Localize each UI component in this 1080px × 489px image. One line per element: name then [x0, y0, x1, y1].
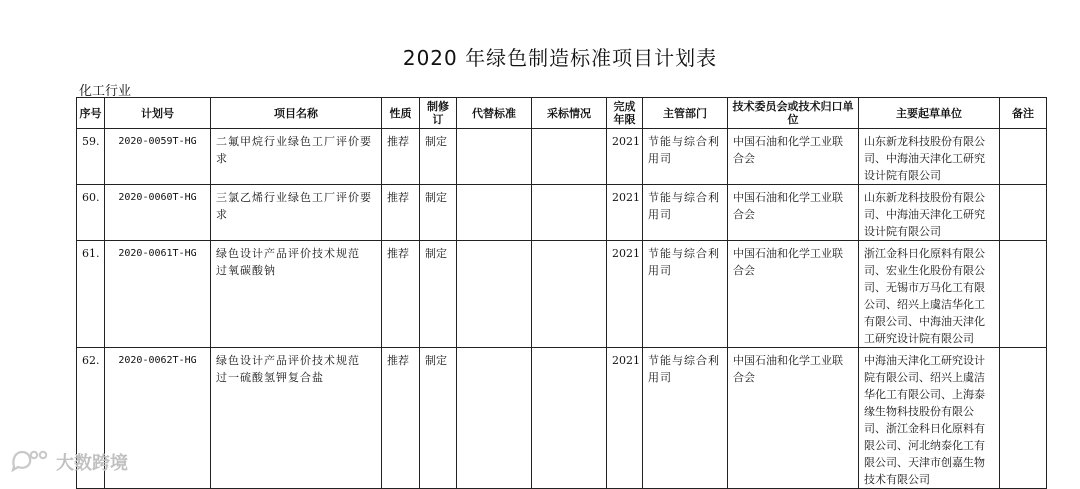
- table-row: [77, 241, 1047, 348]
- cell-remarks: [1000, 241, 1047, 348]
- document-title: 2020 年绿色制造标准项目计划表: [402, 46, 718, 70]
- cell-department: 节能与综合利用司: [643, 129, 728, 185]
- cell-adoption: [532, 129, 607, 185]
- cell-deadline: 2021: [607, 129, 643, 185]
- cell-plan-no: 2020-0061T-HG: [105, 241, 211, 348]
- table-row: [77, 348, 1047, 489]
- cell-department: 节能与综合利用司: [643, 185, 728, 241]
- chat-bubble-icon: [10, 446, 50, 477]
- header-committee: 技术委员会或技术归口单位: [728, 98, 859, 129]
- cell-committee: 中国石油和化学工业联合会: [728, 241, 859, 348]
- header-plan-no: 计划号: [105, 98, 211, 129]
- watermark: [10, 446, 128, 477]
- cell-project-name: 三氯乙烯行业绿色工厂评价要求: [211, 185, 382, 241]
- cell-project-name: 绿色设计产品评价技术规范 过一硫酸氢钾复合盐: [211, 348, 382, 489]
- header-department: 主管部门: [643, 98, 728, 129]
- cell-plan-no: 2020-0062T-HG: [105, 348, 211, 489]
- cell-drafters: 浙江金科日化原料有限公司、宏业生化股份有限公司、无锡市万马化工有限公司、绍兴上虞洁华化工有限公司、中海油天津化工研究设计院有限公司: [859, 241, 1000, 348]
- cell-department: 节能与综合利用司: [643, 348, 728, 489]
- header-replace-standard: 代替标准: [457, 98, 532, 129]
- watermark-text: 大数跨境: [56, 452, 128, 474]
- cell-drafters: 中海油天津化工研究设计院有限公司、绍兴上虞洁华化工有限公司、上海泰缘生物科技股份有限公司、浙江金科日化原料有限公司、河北纳泰化工有限公司、天津市创嘉生物技术有限公司: [859, 348, 1000, 489]
- cell-adoption: [532, 185, 607, 241]
- header-drafters: 主要起草单位: [859, 98, 1000, 129]
- cell-revision: 制定: [420, 129, 457, 185]
- header-no: 序号: [77, 98, 105, 129]
- cell-deadline: 2021: [607, 348, 643, 489]
- cell-no: 59.: [77, 129, 105, 185]
- cell-committee: 中国石油和化学工业联合会: [728, 185, 859, 241]
- cell-replace-standard: [457, 348, 532, 489]
- cell-department: 节能与综合利用司: [643, 241, 728, 348]
- cell-project-name: 绿色设计产品评价技术规范 过氧碳酸钠: [211, 241, 382, 348]
- industry-label: 化工行业: [79, 84, 132, 99]
- cell-project-name: 二氟甲烷行业绿色工厂评价要求: [211, 129, 382, 185]
- cell-plan-no: 2020-0059T-HG: [105, 129, 211, 185]
- cell-nature: 推荐: [382, 348, 420, 489]
- header-adoption: 采标情况: [532, 98, 607, 129]
- table-row: [77, 185, 1047, 241]
- cell-remarks: [1000, 129, 1047, 185]
- cell-no: 62.: [77, 348, 105, 489]
- cell-replace-standard: [457, 241, 532, 348]
- cell-committee: 中国石油和化学工业联合会: [728, 129, 859, 185]
- plan-table: [76, 97, 1047, 489]
- cell-no: 61.: [77, 241, 105, 348]
- header-project-name: 项目名称: [211, 98, 382, 129]
- cell-nature: 推荐: [382, 129, 420, 185]
- header-nature: 性质: [382, 98, 420, 129]
- cell-remarks: [1000, 348, 1047, 489]
- cell-plan-no: 2020-0060T-HG: [105, 185, 211, 241]
- cell-revision: 制定: [420, 241, 457, 348]
- cell-nature: 推荐: [382, 241, 420, 348]
- cell-adoption: [532, 348, 607, 489]
- cell-remarks: [1000, 185, 1047, 241]
- cell-deadline: 2021: [607, 241, 643, 348]
- cell-nature: 推荐: [382, 185, 420, 241]
- table-row: [77, 129, 1047, 185]
- table-header-row: [77, 98, 1047, 129]
- cell-drafters: 山东新龙科技股份有限公司、中海油天津化工研究设计院有限公司: [859, 129, 1000, 185]
- cell-drafters: 山东新龙科技股份有限公司、中海油天津化工研究设计院有限公司: [859, 185, 1000, 241]
- cell-adoption: [532, 241, 607, 348]
- cell-committee: 中国石油和化学工业联合会: [728, 348, 859, 489]
- cell-no: 60.: [77, 185, 105, 241]
- header-revision: 制修订: [420, 98, 457, 129]
- header-remarks: 备注: [1000, 98, 1047, 129]
- cell-replace-standard: [457, 129, 532, 185]
- cell-revision: 制定: [420, 348, 457, 489]
- cell-replace-standard: [457, 185, 532, 241]
- cell-revision: 制定: [420, 185, 457, 241]
- cell-deadline: 2021: [607, 185, 643, 241]
- header-deadline: 完成年限: [607, 98, 643, 129]
